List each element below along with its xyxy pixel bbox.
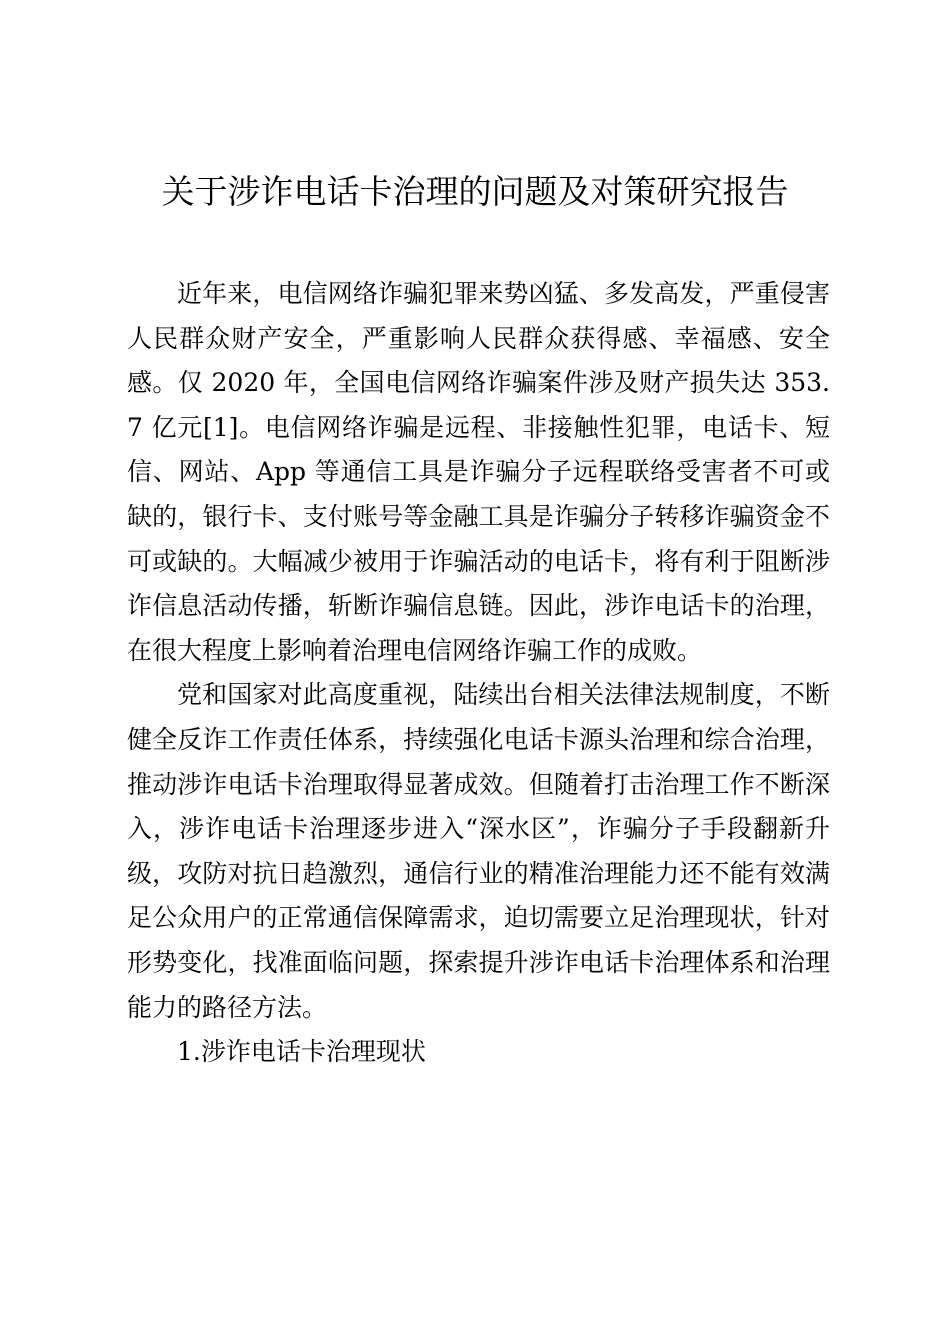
paragraph-policy: 党和国家对此高度重视，陆续出台相关法律法规制度，不断健全反诈工作责任体系，持续强化电话卡源头治理和综合治理，推动涉诈电话卡治理取得显著成效。但随着打击治理工作不断深入，涉诈电话卡治理逐步进入“深水区”，诈骗分子手段翻新升级，攻防对抗日趋激烈，通信行业的精准治理能力还不能有效满足公众用户的正常通信保障需求，迫切需要立足治理现状，针对形势变化，找准面临问题，探索提升涉诈电话卡治理体系和治理能力的路径方法。 — [127, 680, 830, 1022]
document-title: 关于涉诈电话卡治理的问题及对策研究报告 — [161, 172, 789, 211]
document-body — [127, 272, 830, 1075]
section-heading: 1.涉诈电话卡治理现状 — [177, 1037, 426, 1067]
paragraph-intro: 近年来，电信网络诈骗犯罪来势凶猛、多发高发，严重侵害人民群众财产安全，严重影响人民群众获得感、幸福感、安全感。仅 2020 年，全国电信网络诈骗案件涉及财产损失达 353.7 亿元[1]。电信网络诈骗是远程、非接触性犯罪，电话卡、短信、网站、App 等通信工具是诈骗分子远程联络受害者不可或缺的，银行卡、支付账号等金融工具是诈骗分子转移诈骗资金不可或缺的。大幅减少被用于诈骗活动的电话卡，将有利于阻断涉诈信息活动传播，斩断诈骗信息链。因此，涉诈电话卡的治理，在很大程度上影响着治理电信网络诈骗工作的成败。 — [127, 279, 830, 665]
